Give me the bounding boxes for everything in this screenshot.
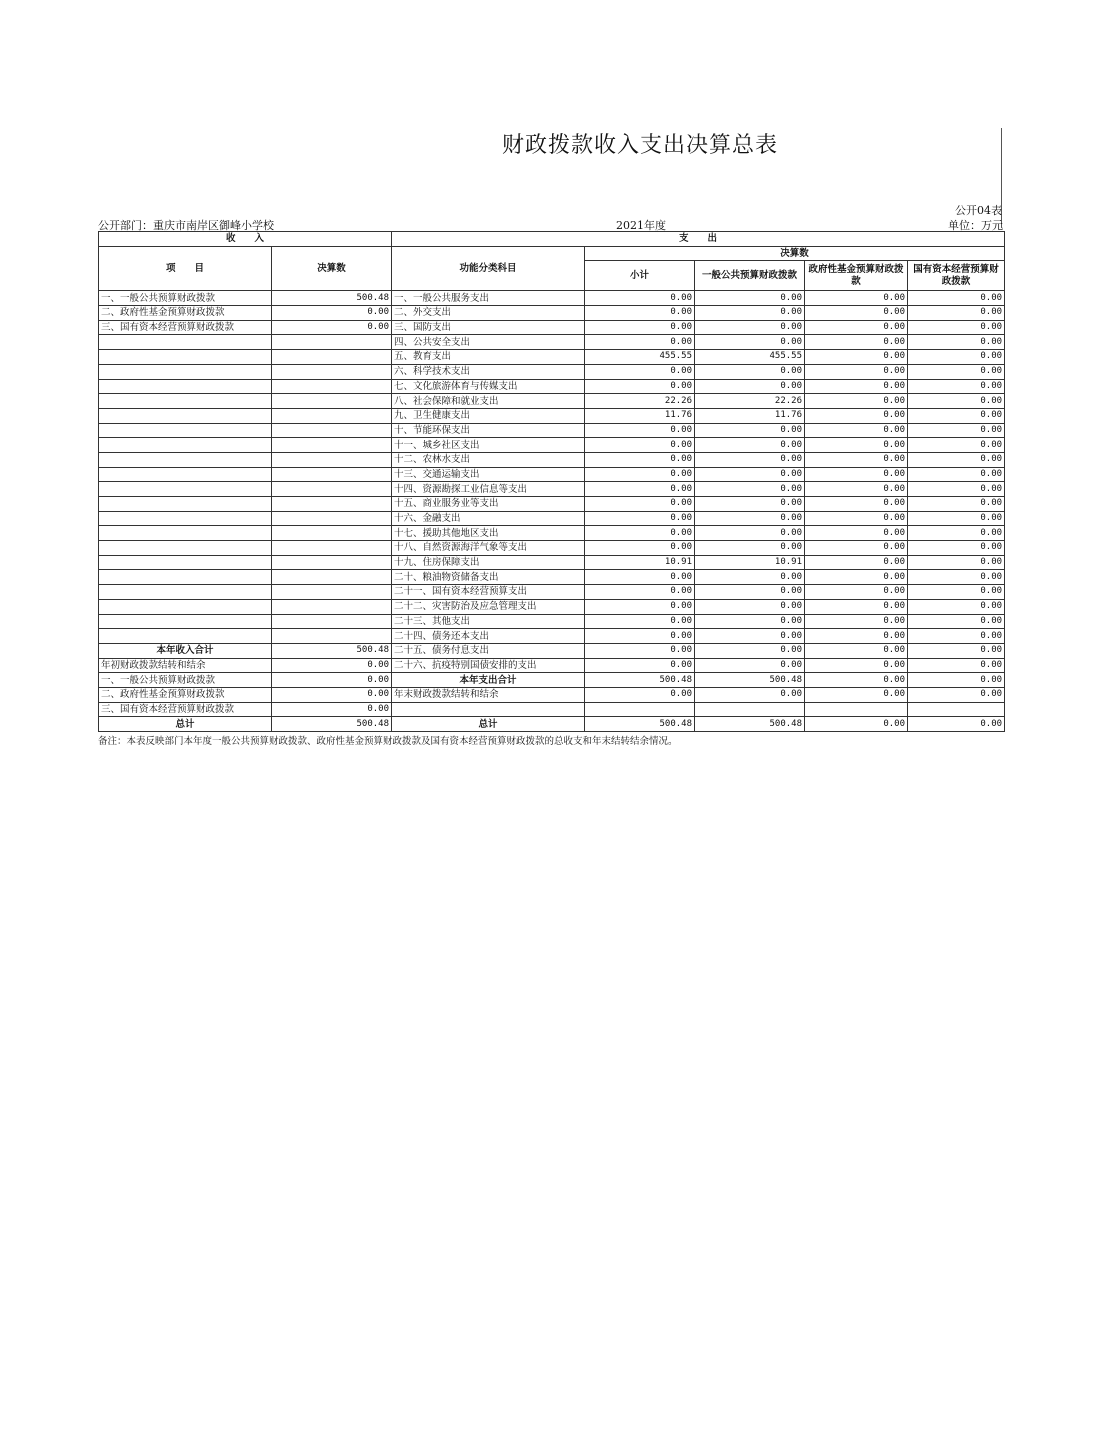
expense-item-cell: 二、外交支出 xyxy=(392,306,585,321)
state-capital-cell: 0.00 xyxy=(908,291,1005,306)
general-budget-cell: 0.00 xyxy=(695,379,805,394)
income-amount-cell xyxy=(272,541,392,556)
state-capital-cell: 0.00 xyxy=(908,541,1005,556)
expense-item-cell: 七、文化旅游体育与传媒支出 xyxy=(392,379,585,394)
gov-fund-cell: 0.00 xyxy=(805,291,908,306)
general-budget-cell: 0.00 xyxy=(695,438,805,453)
general-budget-cell: 0.00 xyxy=(695,306,805,321)
general-budget-cell: 0.00 xyxy=(695,614,805,629)
income-amount-cell: 0.00 xyxy=(272,320,392,335)
general-budget-cell: 0.00 xyxy=(695,599,805,614)
expense-item-cell: 九、卫生健康支出 xyxy=(392,408,585,423)
subtotal-cell: 0.00 xyxy=(585,629,695,644)
subtotal-cell: 10.91 xyxy=(585,555,695,570)
subtotal-cell: 0.00 xyxy=(585,291,695,306)
general-budget-cell: 0.00 xyxy=(695,658,805,673)
general-budget-cell: 0.00 xyxy=(695,585,805,600)
gov-fund-cell: 0.00 xyxy=(805,467,908,482)
subtotal-cell: 0.00 xyxy=(585,643,695,658)
state-capital-cell: 0.00 xyxy=(908,364,1005,379)
subtotal-cell xyxy=(585,702,695,717)
income-amount-cell: 0.00 xyxy=(272,702,392,717)
expense-item-cell: 八、社会保障和就业支出 xyxy=(392,394,585,409)
table-row xyxy=(99,467,1005,482)
gov-fund-cell: 0.00 xyxy=(805,555,908,570)
state-capital-cell: 0.00 xyxy=(908,423,1005,438)
table-row xyxy=(99,364,1005,379)
subtotal-cell: 22.26 xyxy=(585,394,695,409)
meta-row xyxy=(98,217,1003,231)
table-row xyxy=(99,482,1005,497)
gov-fund-cell: 0.00 xyxy=(805,306,908,321)
gov-fund-header: 政府性基金预算财政拨款 xyxy=(805,261,908,291)
income-item-cell xyxy=(99,467,272,482)
table-row xyxy=(99,717,1005,732)
gov-fund-cell: 0.00 xyxy=(805,320,908,335)
gov-fund-cell: 0.00 xyxy=(805,438,908,453)
subtotal-cell: 0.00 xyxy=(585,467,695,482)
gov-fund-cell: 0.00 xyxy=(805,452,908,467)
income-amount-cell xyxy=(272,423,392,438)
income-item-cell xyxy=(99,423,272,438)
expense-item-cell: 十八、自然资源海洋气象等支出 xyxy=(392,541,585,556)
table-row xyxy=(99,438,1005,453)
expense-item-cell: 五、教育支出 xyxy=(392,350,585,365)
income-amount-cell: 500.48 xyxy=(272,643,392,658)
header-row-1 xyxy=(99,232,1005,247)
general-budget-cell: 0.00 xyxy=(695,541,805,556)
expense-item-cell: 总计 xyxy=(392,717,585,732)
general-budget-cell: 0.00 xyxy=(695,570,805,585)
general-budget-cell: 500.48 xyxy=(695,673,805,688)
income-amount-cell xyxy=(272,438,392,453)
income-amount-cell xyxy=(272,364,392,379)
form-number: 公开04表 xyxy=(955,204,1002,217)
table-row xyxy=(99,379,1005,394)
state-capital-cell: 0.00 xyxy=(908,526,1005,541)
income-item-cell xyxy=(99,614,272,629)
table-row xyxy=(99,306,1005,321)
general-budget-cell: 0.00 xyxy=(695,643,805,658)
table-row xyxy=(99,497,1005,512)
unit-label: 单位：万元 xyxy=(948,219,1003,232)
gov-fund-cell: 0.00 xyxy=(805,379,908,394)
gov-fund-cell: 0.00 xyxy=(805,497,908,512)
income-item-cell: 一、一般公共预算财政拨款 xyxy=(99,291,272,306)
state-capital-cell: 0.00 xyxy=(908,599,1005,614)
income-item-cell xyxy=(99,335,272,350)
income-item-cell xyxy=(99,541,272,556)
state-capital-cell: 0.00 xyxy=(908,629,1005,644)
table-row xyxy=(99,599,1005,614)
general-budget-cell: 0.00 xyxy=(695,629,805,644)
general-budget-cell: 11.76 xyxy=(695,408,805,423)
subtotal-cell: 0.00 xyxy=(585,335,695,350)
general-budget-cell: 0.00 xyxy=(695,526,805,541)
state-capital-cell: 0.00 xyxy=(908,643,1005,658)
income-item-cell xyxy=(99,452,272,467)
income-item-cell: 年初财政拨款结转和结余 xyxy=(99,658,272,673)
general-budget-cell: 0.00 xyxy=(695,452,805,467)
gov-fund-cell: 0.00 xyxy=(805,364,908,379)
state-capital-cell: 0.00 xyxy=(908,306,1005,321)
income-amount-cell xyxy=(272,408,392,423)
income-item-cell: 三、国有资本经营预算财政拨款 xyxy=(99,702,272,717)
expense-item-cell: 三、国防支出 xyxy=(392,320,585,335)
table-row xyxy=(99,658,1005,673)
amount-header: 决算数 xyxy=(272,246,392,291)
expense-header: 支 出 xyxy=(392,232,1005,247)
income-item-cell xyxy=(99,379,272,394)
expense-item-cell: 二十一、国有资本经营预算支出 xyxy=(392,585,585,600)
gov-fund-cell: 0.00 xyxy=(805,629,908,644)
state-capital-cell: 0.00 xyxy=(908,585,1005,600)
expense-item-cell: 二十、粮油物资储备支出 xyxy=(392,570,585,585)
subtotal-cell: 0.00 xyxy=(585,599,695,614)
income-item-cell xyxy=(99,408,272,423)
expense-item-cell: 二十五、债务付息支出 xyxy=(392,643,585,658)
general-budget-cell: 0.00 xyxy=(695,291,805,306)
subtotal-cell: 0.00 xyxy=(585,482,695,497)
subtotal-cell: 0.00 xyxy=(585,526,695,541)
general-budget-cell xyxy=(695,702,805,717)
table-row xyxy=(99,335,1005,350)
income-item-cell xyxy=(99,511,272,526)
expense-item-cell: 二十二、灾害防治及应急管理支出 xyxy=(392,599,585,614)
income-item-cell xyxy=(99,585,272,600)
state-capital-cell xyxy=(908,702,1005,717)
expense-item-cell: 十四、资源勘探工业信息等支出 xyxy=(392,482,585,497)
state-capital-cell: 0.00 xyxy=(908,658,1005,673)
page-title: 财政拨款收入支出决算总表 xyxy=(501,133,778,158)
table-row xyxy=(99,643,1005,658)
gov-fund-cell: 0.00 xyxy=(805,585,908,600)
state-capital-cell: 0.00 xyxy=(908,438,1005,453)
gov-fund-cell: 0.00 xyxy=(805,541,908,556)
gov-fund-cell: 0.00 xyxy=(805,570,908,585)
table-row xyxy=(99,320,1005,335)
expense-item-cell: 十一、城乡社区支出 xyxy=(392,438,585,453)
state-capital-cell: 0.00 xyxy=(908,673,1005,688)
gov-fund-cell: 0.00 xyxy=(805,599,908,614)
income-amount-cell xyxy=(272,350,392,365)
state-capital-cell: 0.00 xyxy=(908,482,1005,497)
expense-item-cell: 本年支出合计 xyxy=(392,673,585,688)
income-item-cell xyxy=(99,570,272,585)
state-capital-header: 国有资本经营预算财政拨款 xyxy=(908,261,1005,291)
income-item-cell: 二、政府性基金预算财政拨款 xyxy=(99,687,272,702)
income-amount-cell xyxy=(272,394,392,409)
gov-fund-cell xyxy=(805,702,908,717)
table-row xyxy=(99,423,1005,438)
income-amount-cell xyxy=(272,614,392,629)
income-amount-cell xyxy=(272,629,392,644)
income-amount-cell: 500.48 xyxy=(272,717,392,732)
subtotal-header: 小计 xyxy=(585,261,695,291)
footnote: 备注：本表反映部门本年度一般公共预算财政拨款、政府性基金预算财政拨款及国有资本经营预算财政拨款的总收支和年末结转结余情况。 xyxy=(98,736,678,747)
gov-fund-cell: 0.00 xyxy=(805,526,908,541)
income-item-cell: 本年收入合计 xyxy=(99,643,272,658)
income-item-cell xyxy=(99,438,272,453)
income-item-cell xyxy=(99,555,272,570)
budget-table xyxy=(98,231,1005,732)
state-capital-cell: 0.00 xyxy=(908,555,1005,570)
general-budget-cell: 0.00 xyxy=(695,482,805,497)
table-row xyxy=(99,570,1005,585)
department-label: 公开部门：重庆市南岸区御峰小学校 xyxy=(98,219,274,232)
expense-item-cell xyxy=(392,702,585,717)
gov-fund-cell: 0.00 xyxy=(805,335,908,350)
income-item-cell xyxy=(99,364,272,379)
income-amount-cell: 0.00 xyxy=(272,687,392,702)
income-item-cell: 二、政府性基金预算财政拨款 xyxy=(99,306,272,321)
general-budget-header: 一般公共预算财政拨款 xyxy=(695,261,805,291)
subtotal-cell: 0.00 xyxy=(585,364,695,379)
table-row xyxy=(99,526,1005,541)
general-budget-cell: 0.00 xyxy=(695,335,805,350)
state-capital-cell: 0.00 xyxy=(908,717,1005,732)
general-budget-cell: 0.00 xyxy=(695,364,805,379)
table-row xyxy=(99,408,1005,423)
income-item-cell xyxy=(99,350,272,365)
state-capital-cell: 0.00 xyxy=(908,350,1005,365)
expense-item-cell: 一、一般公共服务支出 xyxy=(392,291,585,306)
expense-item-cell: 年末财政拨款结转和结余 xyxy=(392,687,585,702)
table-row xyxy=(99,555,1005,570)
expense-item-cell: 四、公共安全支出 xyxy=(392,335,585,350)
income-amount-cell: 0.00 xyxy=(272,306,392,321)
income-amount-cell xyxy=(272,482,392,497)
state-capital-cell: 0.00 xyxy=(908,408,1005,423)
general-budget-cell: 10.91 xyxy=(695,555,805,570)
income-amount-cell: 0.00 xyxy=(272,673,392,688)
subtotal-cell: 0.00 xyxy=(585,570,695,585)
income-amount-cell xyxy=(272,555,392,570)
table-row xyxy=(99,687,1005,702)
subtotal-cell: 0.00 xyxy=(585,452,695,467)
func-category-header: 功能分类科目 xyxy=(392,246,585,291)
expense-item-cell: 十三、交通运输支出 xyxy=(392,467,585,482)
expense-item-cell: 十七、援助其他地区支出 xyxy=(392,526,585,541)
expense-item-cell: 二十四、债务还本支出 xyxy=(392,629,585,644)
table-row xyxy=(99,452,1005,467)
income-header: 收 入 xyxy=(99,232,392,247)
subtotal-cell: 0.00 xyxy=(585,614,695,629)
general-budget-cell: 22.26 xyxy=(695,394,805,409)
gov-fund-cell: 0.00 xyxy=(805,511,908,526)
income-amount-cell xyxy=(272,379,392,394)
gov-fund-cell: 0.00 xyxy=(805,408,908,423)
table-row xyxy=(99,350,1005,365)
table-row xyxy=(99,585,1005,600)
income-item-cell: 一、一般公共预算财政拨款 xyxy=(99,673,272,688)
subtotal-cell: 0.00 xyxy=(585,438,695,453)
income-amount-cell xyxy=(272,497,392,512)
income-amount-cell: 500.48 xyxy=(272,291,392,306)
income-amount-cell: 0.00 xyxy=(272,658,392,673)
income-item-cell xyxy=(99,599,272,614)
income-item-cell: 三、国有资本经营预算财政拨款 xyxy=(99,320,272,335)
state-capital-cell: 0.00 xyxy=(908,614,1005,629)
subtotal-cell: 11.76 xyxy=(585,408,695,423)
general-budget-cell: 0.00 xyxy=(695,467,805,482)
year-label: 2021年度 xyxy=(616,219,666,232)
table-row xyxy=(99,702,1005,717)
expense-item-cell: 十六、金融支出 xyxy=(392,511,585,526)
income-item-cell xyxy=(99,629,272,644)
table-row xyxy=(99,629,1005,644)
subtotal-cell: 0.00 xyxy=(585,541,695,556)
state-capital-cell: 0.00 xyxy=(908,497,1005,512)
income-item-cell: 总计 xyxy=(99,717,272,732)
expense-item-cell: 十二、农林水支出 xyxy=(392,452,585,467)
state-capital-cell: 0.00 xyxy=(908,570,1005,585)
income-amount-cell xyxy=(272,570,392,585)
subtotal-cell: 0.00 xyxy=(585,585,695,600)
gov-fund-cell: 0.00 xyxy=(805,717,908,732)
expense-item-cell: 十九、住房保障支出 xyxy=(392,555,585,570)
income-item-cell xyxy=(99,497,272,512)
gov-fund-cell: 0.00 xyxy=(805,394,908,409)
subtotal-cell: 0.00 xyxy=(585,497,695,512)
subtotal-cell: 455.55 xyxy=(585,350,695,365)
income-item-cell xyxy=(99,482,272,497)
general-budget-cell: 0.00 xyxy=(695,511,805,526)
amount-group-header: 决算数 xyxy=(585,246,1005,261)
state-capital-cell: 0.00 xyxy=(908,320,1005,335)
subtotal-cell: 500.48 xyxy=(585,673,695,688)
subtotal-cell: 0.00 xyxy=(585,379,695,394)
table-row xyxy=(99,673,1005,688)
gov-fund-cell: 0.00 xyxy=(805,687,908,702)
state-capital-cell: 0.00 xyxy=(908,394,1005,409)
subtotal-cell: 0.00 xyxy=(585,658,695,673)
gov-fund-cell: 0.00 xyxy=(805,673,908,688)
table-row xyxy=(99,291,1005,306)
header-row-2 xyxy=(99,246,1005,261)
item-header: 项 目 xyxy=(99,246,272,291)
general-budget-cell: 0.00 xyxy=(695,423,805,438)
subtotal-cell: 0.00 xyxy=(585,423,695,438)
income-item-cell xyxy=(99,394,272,409)
general-budget-cell: 0.00 xyxy=(695,687,805,702)
subtotal-cell: 0.00 xyxy=(585,320,695,335)
expense-item-cell: 十、节能环保支出 xyxy=(392,423,585,438)
income-amount-cell xyxy=(272,599,392,614)
expense-item-cell: 六、科学技术支出 xyxy=(392,364,585,379)
state-capital-cell: 0.00 xyxy=(908,452,1005,467)
gov-fund-cell: 0.00 xyxy=(805,658,908,673)
state-capital-cell: 0.00 xyxy=(908,379,1005,394)
table-row xyxy=(99,541,1005,556)
income-amount-cell xyxy=(272,452,392,467)
state-capital-cell: 0.00 xyxy=(908,687,1005,702)
income-amount-cell xyxy=(272,585,392,600)
gov-fund-cell: 0.00 xyxy=(805,423,908,438)
subtotal-cell: 0.00 xyxy=(585,687,695,702)
gov-fund-cell: 0.00 xyxy=(805,350,908,365)
gov-fund-cell: 0.00 xyxy=(805,643,908,658)
state-capital-cell: 0.00 xyxy=(908,467,1005,482)
expense-item-cell: 二十三、其他支出 xyxy=(392,614,585,629)
expense-item-cell: 十五、商业服务业等支出 xyxy=(392,497,585,512)
general-budget-cell: 0.00 xyxy=(695,320,805,335)
table-row xyxy=(99,614,1005,629)
income-amount-cell xyxy=(272,467,392,482)
subtotal-cell: 0.00 xyxy=(585,306,695,321)
income-item-cell xyxy=(99,526,272,541)
expense-item-cell: 二十六、抗疫特别国债安排的支出 xyxy=(392,658,585,673)
table-row xyxy=(99,394,1005,409)
gov-fund-cell: 0.00 xyxy=(805,482,908,497)
income-amount-cell xyxy=(272,335,392,350)
subtotal-cell: 500.48 xyxy=(585,717,695,732)
state-capital-cell: 0.00 xyxy=(908,335,1005,350)
table-row xyxy=(99,511,1005,526)
state-capital-cell: 0.00 xyxy=(908,511,1005,526)
gov-fund-cell: 0.00 xyxy=(805,614,908,629)
general-budget-cell: 0.00 xyxy=(695,497,805,512)
general-budget-cell: 455.55 xyxy=(695,350,805,365)
income-amount-cell xyxy=(272,511,392,526)
income-amount-cell xyxy=(272,526,392,541)
subtotal-cell: 0.00 xyxy=(585,511,695,526)
general-budget-cell: 500.48 xyxy=(695,717,805,732)
